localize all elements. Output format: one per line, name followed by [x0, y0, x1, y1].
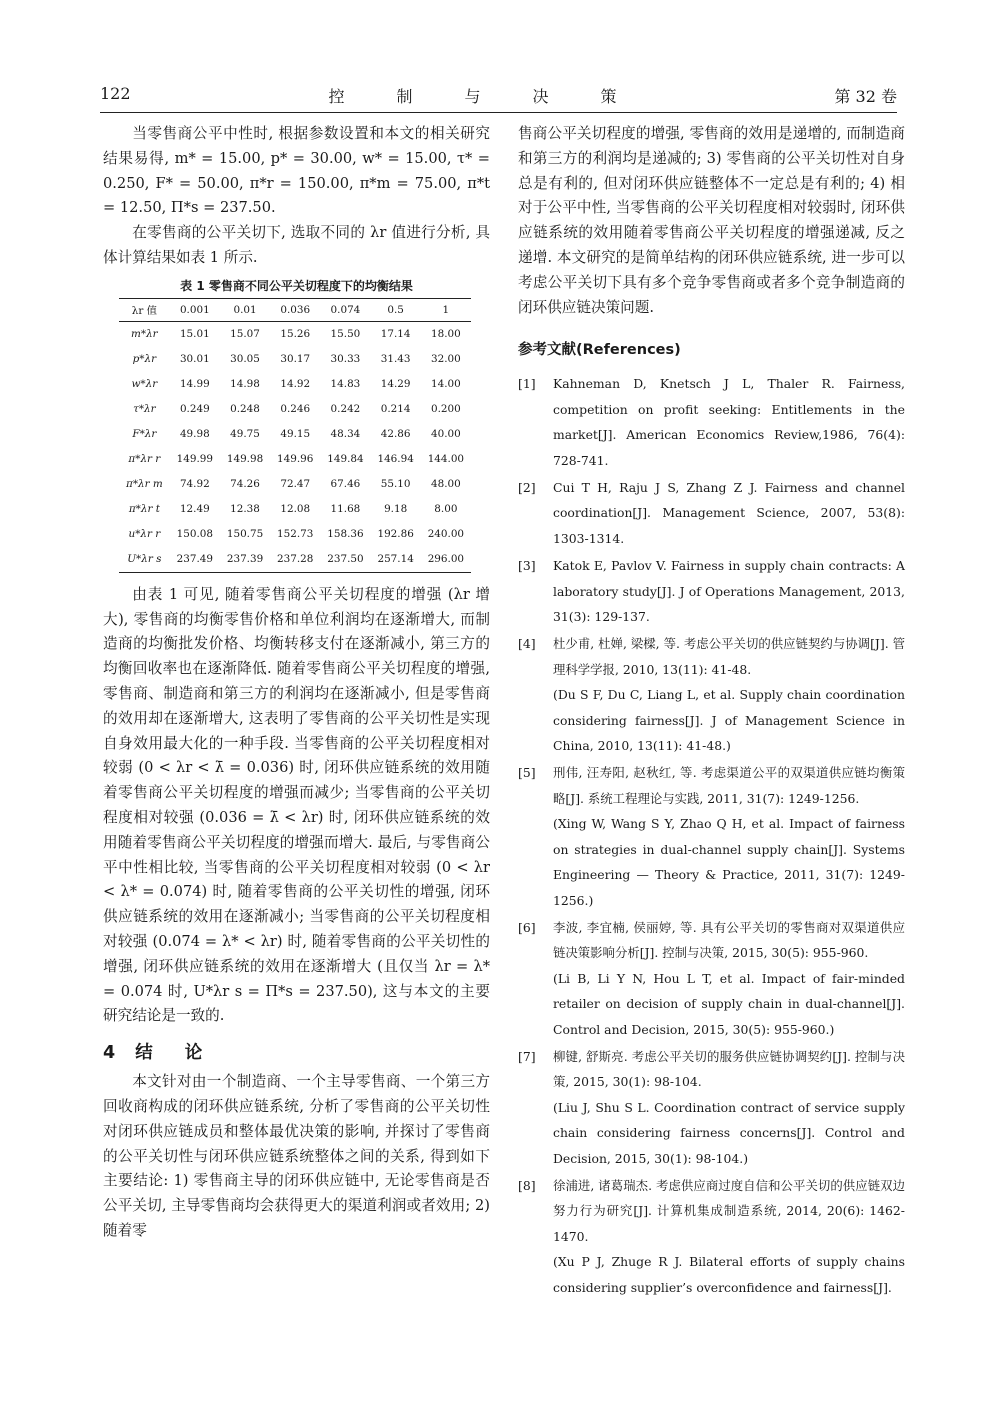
table-cell: 17.14: [380, 328, 411, 341]
reference-number: [1]: [518, 376, 536, 392]
table-cell: 14.98: [230, 378, 260, 391]
table-header-cell: 0.01: [233, 303, 257, 316]
table-cell: 49.15: [280, 428, 311, 441]
reference-item: [518, 371, 905, 473]
right-column: [518, 122, 905, 1302]
table-row: [119, 447, 471, 472]
table-cell: 237.28: [277, 553, 314, 566]
table-row: [119, 522, 471, 547]
table-cell: 32.00: [430, 353, 461, 366]
reference-item: [518, 553, 905, 629]
table-cell: 72.47: [280, 478, 311, 491]
table-cell: 15.26: [280, 328, 311, 341]
table-cell: 11.68: [330, 503, 361, 516]
table-row: [119, 372, 471, 397]
table-row: [119, 321, 471, 347]
page-number: 122: [100, 84, 131, 103]
table-cell: 30.17: [280, 353, 311, 366]
table-cell: 0.246: [280, 403, 311, 416]
table-row-label: U*λr s: [127, 553, 162, 566]
table-caption: 表 1 零售商不同公平关切程度下的均衡结果: [180, 278, 413, 293]
table-cell: 152.73: [277, 528, 314, 541]
table-cell: 14.00: [430, 378, 461, 391]
reference-number: [6]: [518, 919, 536, 935]
reference-translation: (Xing W, Wang S Y, Zhao Q H, et al. Impact of fairness on strategies in dual-channel supply chain[J]. Systems Engineering — Theory & Practice, 2011, 31(7): 1249-1256.): [553, 816, 905, 908]
left-column: [103, 122, 490, 1244]
table-row-label: m*λr: [131, 328, 158, 341]
reference-text: Kahneman D, Knetsch J L, Thaler R. Fairness, competition on profit seeking: Entitlements in the market[J]. American Economics Review,1986, 76(4): 728-741.: [553, 376, 905, 468]
reference-translation: (Du S F, Du C, Liang L, et al. Supply chain coordination considering fairness[J]. J of Management Science in China, 2010, 13(11): 41-48.): [553, 687, 905, 754]
reference-item: [518, 760, 905, 912]
table-cell: 49.75: [230, 428, 260, 441]
reference-number: [7]: [518, 1048, 536, 1064]
table-cell: 49.98: [179, 428, 210, 441]
reference-number: [2]: [518, 480, 536, 495]
table-cell: 9.18: [384, 503, 408, 516]
table-cell: 30.05: [230, 353, 260, 366]
table-cell: 8.00: [434, 503, 458, 516]
table-row: [119, 472, 471, 497]
table-cell: 237.49: [176, 553, 213, 566]
references-heading: 参考文献(References): [518, 342, 681, 359]
table-cell: 237.39: [226, 553, 264, 566]
table-cell: 40.00: [430, 428, 461, 441]
paragraph-table-analysis: 由表 1 可见, 随着零售商公平关切程度的增强 (λr 增大), 零售商的均衡零售价格和单位利润均在逐渐增大, 而制造商的均衡批发价格、均衡转移支付在逐渐减小, 第三方的均衡回收率也在逐渐降低. 随着零售商公平关切程度的增强, 零售商、制造商和第三方的利润均在逐渐减小, 但是零售商的效用却在逐渐增大, 这表明了零售商的公平关切性是实现自身效用最大化的一种手段. 当零售商的公平关切程度相对较弱 (0 < λr < λ̄ = 0.036) 时, 闭环供应链系统的效用随着零售商公平关切程度的增强而减少; 当零售商的公平关切程度相对较强 (0.036 = λ̄ < λr) 时, 闭环供应链系统的效用随着零售商公平关切程度的增强而增大. 最后, 与零售商公平中性相比较, 当零售商的公平关切程度相对较弱 (0 < λr < λ* = 0.074) 时, 随着零售商的公平关切性的增强, 闭环供应链系统的效用在逐渐减小; 当零售商的公平关切程度相对较强 (0.074 = λ* < λr) 时, 随着零售商的公平关切性的增强, 闭环供应链系统的效用在逐渐增大 (且仅当 λr = λ* = 0.074 时, U*λr s = Π*s = 237.50), 这与本文的主要研究结论是一致的.: [103, 585, 490, 1025]
journal-title: 控制与决策: [328, 87, 669, 106]
table-row: [119, 347, 471, 372]
table-header-cell: 0.001: [179, 303, 210, 316]
reference-list: [518, 371, 905, 1300]
equilibrium-table: [119, 298, 471, 573]
volume-label: 第 32 卷: [834, 87, 897, 106]
paragraph-conclusion: 本文针对由一个制造商、一个主导零售商、一个第三方回收商构成的闭环供应链系统, 分析了零售商的公平关切性对闭环供应链成员和整体最优决策的影响, 并探讨了零售商的公平关切性与闭环供应链系统整体之间的关系, 得到如下主要结论: 1) 零售商主导的闭环供应链中, 无论零售商是否公平关切, 主导零售商均会获得更大的渠道利润或者效用; 2) 随着零: [103, 1073, 490, 1239]
table-row-label: π*λr t: [128, 503, 160, 516]
table-cell: 149.98: [226, 453, 264, 466]
table-cell: 15.07: [230, 328, 260, 341]
table-row-label: u*λr r: [128, 528, 161, 541]
paragraph-table-intro: 在零售商的公平关切下, 选取不同的 λr 值进行分析, 具体计算结果如表 1 所示.: [103, 224, 490, 266]
table-cell: 48.34: [330, 428, 361, 441]
table-cell: 149.99: [176, 453, 213, 466]
table-cell: 14.92: [280, 378, 311, 391]
table-header-cell: 0.036: [280, 303, 311, 316]
table-row-label: π*λr r: [128, 453, 161, 466]
reference-text: Cui T H, Raju J S, Zhang Z J. Fairness and channel coordination[J]. Management Science, 2007, 53(8): 1303-1314.: [553, 480, 905, 546]
table-row-label: τ*λr: [133, 403, 156, 416]
table-cell: 67.46: [330, 478, 361, 491]
table-row-label: p*λr: [132, 353, 157, 366]
table-cell: 149.96: [277, 453, 314, 466]
table-cell: 149.84: [327, 453, 364, 466]
table-cell: 15.01: [179, 328, 210, 341]
reference-number: [5]: [518, 765, 536, 781]
table-cell: 150.75: [226, 528, 264, 541]
table-body: [119, 321, 471, 572]
table-row-label: π*λr m: [125, 478, 163, 491]
reference-text: 刑伟, 汪寿阳, 赵秋红, 等. 考虑渠道公平的双渠道供应链均衡策略[J]. 系统工程理论与实践, 2011, 31(7): 1249-1256.: [553, 765, 905, 806]
reference-number: [4]: [518, 636, 536, 652]
table-cell: 12.08: [280, 503, 311, 516]
table-cell: 0.200: [430, 403, 461, 416]
table-cell: 30.33: [330, 353, 361, 366]
table-cell: 18.00: [430, 328, 461, 341]
reference-text: 李波, 李宜楠, 侯丽婷, 等. 具有公平关切的零售商对双渠道供应链决策影响分析[J]. 控制与决策, 2015, 30(5): 955-960.: [553, 919, 905, 961]
table-cell: 0.214: [380, 403, 411, 416]
table-cell: 15.50: [330, 328, 361, 341]
table-cell: 0.242: [330, 403, 361, 416]
table-row-label: F*λr: [132, 428, 157, 441]
table-cell: 31.43: [380, 353, 411, 366]
table-cell: 12.49: [179, 503, 210, 516]
table-cell: 14.29: [380, 378, 411, 391]
table-cell: 240.00: [427, 528, 465, 541]
table-cell: 14.99: [179, 378, 210, 391]
table-cell: 158.36: [327, 528, 364, 541]
table-cell: 192.86: [377, 528, 414, 541]
table-header-cell: 1: [442, 303, 450, 316]
table-header-row: [119, 298, 471, 321]
reference-item: [518, 631, 905, 758]
table-cell: 237.50: [327, 553, 364, 566]
table-cell: 296.00: [427, 553, 465, 566]
table-cell: 150.08: [176, 528, 213, 541]
header-rule: [100, 112, 897, 113]
section-title-part1: 结: [135, 1043, 155, 1064]
reference-translation: (Xu P J, Zhuge R J. Bilateral efforts of supply chains considering supplier’s overconfidence and fairness[J].: [553, 1254, 905, 1295]
reference-item: [518, 1173, 905, 1300]
table-cell: 146.94: [377, 453, 414, 466]
table-cell: 0.249: [179, 403, 210, 416]
page-header: [100, 80, 897, 110]
reference-text: 徐浦进, 诸葛瑞杰. 考虑供应商过度自信和公平关切的供应链双边努力行为研究[J]. 计算机集成制造系统, 2014, 20(6): 1462-1470.: [553, 1177, 905, 1244]
reference-number: [3]: [518, 558, 536, 574]
reference-text: 柳键, 舒斯亮. 考虑公平关切的服务供应链协调契约[J]. 控制与决策, 2015, 30(1): 98-104.: [553, 1048, 905, 1090]
reference-translation: (Liu J, Shu S L. Coordination contract of service supply chain considering fairness concerns[J]. Control and Decision, 2015, 30(1): 98-104.): [553, 1099, 905, 1166]
table-cell: 12.38: [230, 503, 260, 516]
reference-translation: (Li B, Li Y N, Hou L T, et al. Impact of fair-minded retailer on decision of supply chain in dual-channel[J]. Control and Decision, 2015, 30(5): 955-960.): [553, 970, 905, 1037]
table-header-cell: 0.074: [330, 303, 361, 316]
section-number: 4: [103, 1043, 118, 1064]
table-row: [119, 422, 471, 447]
section-title-part2: 论: [184, 1043, 205, 1064]
reference-item: [518, 475, 905, 551]
table-cell: 14.83: [330, 378, 361, 391]
reference-text: Katok E, Pavlov V. Fairness in supply chain contracts: A laboratory study[J]. J of Operations Management, 2013, 31(3): 129-137.: [553, 558, 905, 625]
table-cell: 74.92: [179, 478, 210, 491]
reference-item: [518, 1044, 905, 1171]
reference-number: [8]: [518, 1177, 536, 1193]
table-row: [119, 547, 471, 573]
table-row: [119, 397, 471, 422]
table-cell: 74.26: [230, 478, 260, 491]
table-cell: 144.00: [427, 453, 465, 466]
table-cell: 0.248: [230, 403, 260, 416]
table-cell: 257.14: [377, 553, 414, 566]
table-cell: 42.86: [380, 428, 411, 441]
paragraph-conclusion-cont: 售商公平关切程度的增强, 零售商的效用是递增的, 而制造商和第三方的利润均是递减的; 3) 零售商的公平关切性对自身总是有利的, 但对闭环供应链整体不一定总是有利的; 4) 相对于公平中性, 当零售商的公平关切程度相对较弱时, 闭环供应链系统的效用随着零售商公平关切程度的增强递减, 反之递增. 本文研究的是简单结构的闭环供应链系统, 进一步可以考虑公平关切下具有多个竞争零售商或者多个竞争制造商的闭环供应链决策问题.: [518, 125, 905, 316]
table-cell: 48.00: [430, 478, 461, 491]
table-cell: 55.10: [380, 478, 411, 491]
paragraph-neutral-results: 当零售商公平中性时, 根据参数设置和本文的相关研究结果易得, m* = 15.00, p* = 30.00, w* = 15.00, τ* = 0.250, F* = 50.00, π*r = 150.00, π*m = 75.00, π*t = 12.50, Π*s = 237.50.: [103, 125, 490, 217]
section-heading-conclusion: [103, 1039, 490, 1064]
table-cell: 30.01: [179, 353, 210, 366]
reference-text: 杜少甫, 杜婵, 梁樑, 等. 考虑公平关切的供应链契约与协调[J]. 管理科学学报, 2010, 13(11): 41-48.: [553, 636, 905, 677]
table-header-cell: 0.5: [387, 303, 404, 316]
table-header-cell: λr 值: [131, 305, 157, 318]
table-row: [119, 497, 471, 522]
reference-item: [518, 915, 905, 1042]
table-row-label: w*λr: [131, 378, 158, 391]
